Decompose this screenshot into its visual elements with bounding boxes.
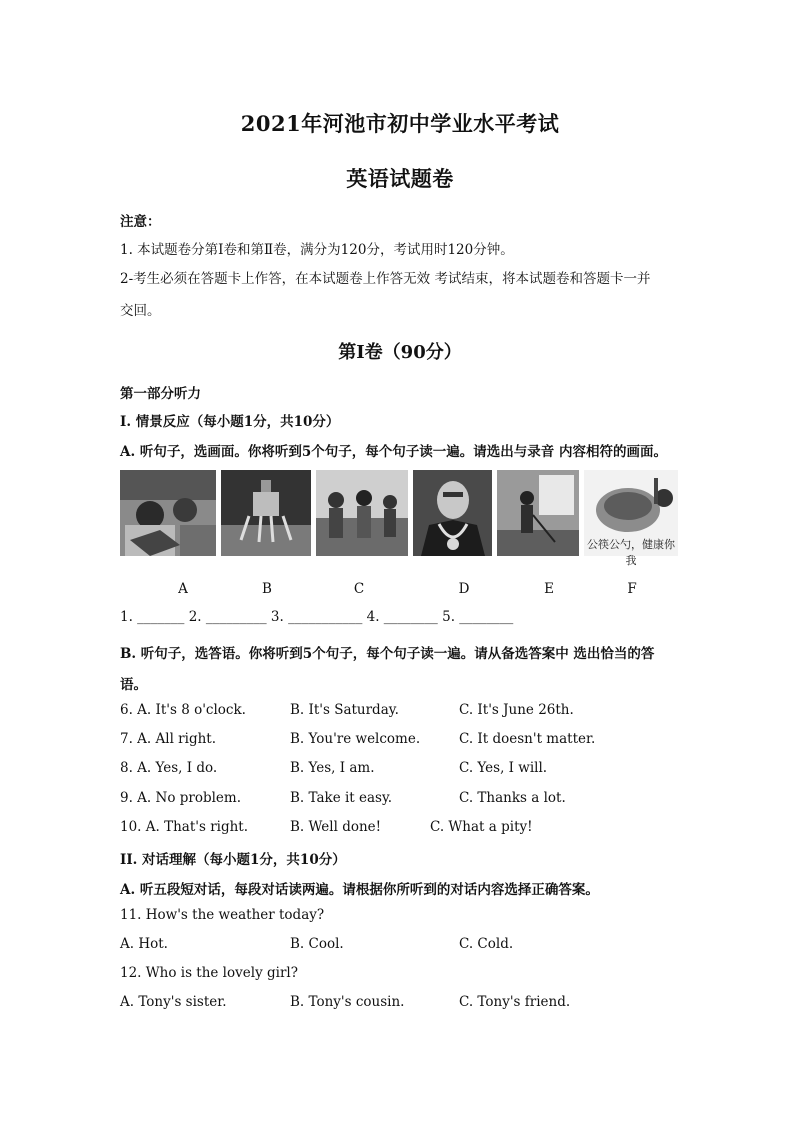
picture-e xyxy=(497,470,579,556)
section-b-instruction-cont: 语。 xyxy=(120,677,147,693)
picture-b xyxy=(221,470,311,556)
option-a: 7. A. All right. xyxy=(120,731,217,747)
option-b: B. Take it easy. xyxy=(290,790,393,806)
section-b-instruction: B. 听句子，选答语。你将听到5个句子，每个句子读一遍。请从备选答案中 选出恰当的答 xyxy=(120,646,655,662)
picture-label-d: D xyxy=(458,581,470,597)
option-b: B. Tony's cousin. xyxy=(290,994,405,1010)
question-11: 11. How's the weather today? xyxy=(120,907,325,923)
picture-a xyxy=(120,470,216,556)
option-c: C. Yes, I will. xyxy=(459,760,548,776)
picture-f-caption: 公筷公勺，健康你我 xyxy=(587,538,675,567)
option-c: C. Tony's friend. xyxy=(459,994,571,1010)
option-c: C. Cold. xyxy=(459,936,514,952)
option-a: 10. A. That's right. xyxy=(120,819,249,835)
notice-line-2: 2-考生必须在答题卡上作答，在本试题卷上作答无效 考试结束，将本试题卷和答题卡一并 xyxy=(120,271,651,287)
option-a: 9. A. No problem. xyxy=(120,790,241,806)
option-c: C. Thanks a lot. xyxy=(459,790,566,806)
picture-c xyxy=(316,470,408,556)
notice-line-2b: 交回。 xyxy=(120,303,161,319)
section-2-heading: II. 对话理解（每小题1分，共10分） xyxy=(120,852,346,868)
exam-subtitle: 英语试题卷 xyxy=(346,166,454,191)
option-c: C. It doesn't matter. xyxy=(459,731,596,747)
option-c: C. It's June 26th. xyxy=(459,702,574,718)
option-b: B. You're welcome. xyxy=(290,731,421,747)
notice-heading: 注意： xyxy=(120,214,161,230)
section-1-heading: I. 情景反应（每小题1分，共10分） xyxy=(120,414,340,430)
question-12: 12. Who is the lovely girl? xyxy=(120,965,298,981)
option-b: B. It's Saturday. xyxy=(290,702,399,718)
section-a-instruction: A. 听句子，选画面。你将听到5个句子，每个句子读一遍。请选出与录音 内容相符的画面。 xyxy=(120,444,667,460)
option-b: B. Cool. xyxy=(290,936,344,952)
option-a: 6. A. It's 8 o'clock. xyxy=(120,702,246,718)
picture-f xyxy=(584,470,678,567)
picture-label-c: C xyxy=(353,581,365,597)
picture-label-b: B xyxy=(262,581,272,597)
picture-label-e: E xyxy=(544,581,554,597)
option-a: A. Hot. xyxy=(120,936,168,952)
option-a: 8. A. Yes, I do. xyxy=(120,760,218,776)
option-c: C. What a pity! xyxy=(430,819,533,835)
part-heading: 第一部分听力 xyxy=(120,386,201,402)
option-b: B. Yes, I am. xyxy=(290,760,375,776)
option-a: A. Tony's sister. xyxy=(120,994,227,1010)
option-b: B. Well done! xyxy=(290,819,382,835)
picture-label-f: F xyxy=(627,581,637,597)
section-2a-instruction: A. 听五段短对话，每段对话读两遍。请根据你所听到的对话内容选择正确答案。 xyxy=(120,882,599,898)
notice-line-1: 1. 本试题卷分第Ⅰ卷和第Ⅱ卷，满分为120分，考试用时120分钟。 xyxy=(120,242,514,258)
picture-d xyxy=(413,470,492,556)
answer-blanks: 1. _______ 2. _________ 3. ___________ 4. ________ 5. ________ xyxy=(120,609,514,625)
picture-label-a: A xyxy=(178,581,188,597)
volume-heading: 第Ⅰ卷（90分） xyxy=(338,342,462,363)
exam-title: 2021年河池市初中学业水平考试 xyxy=(240,111,560,136)
